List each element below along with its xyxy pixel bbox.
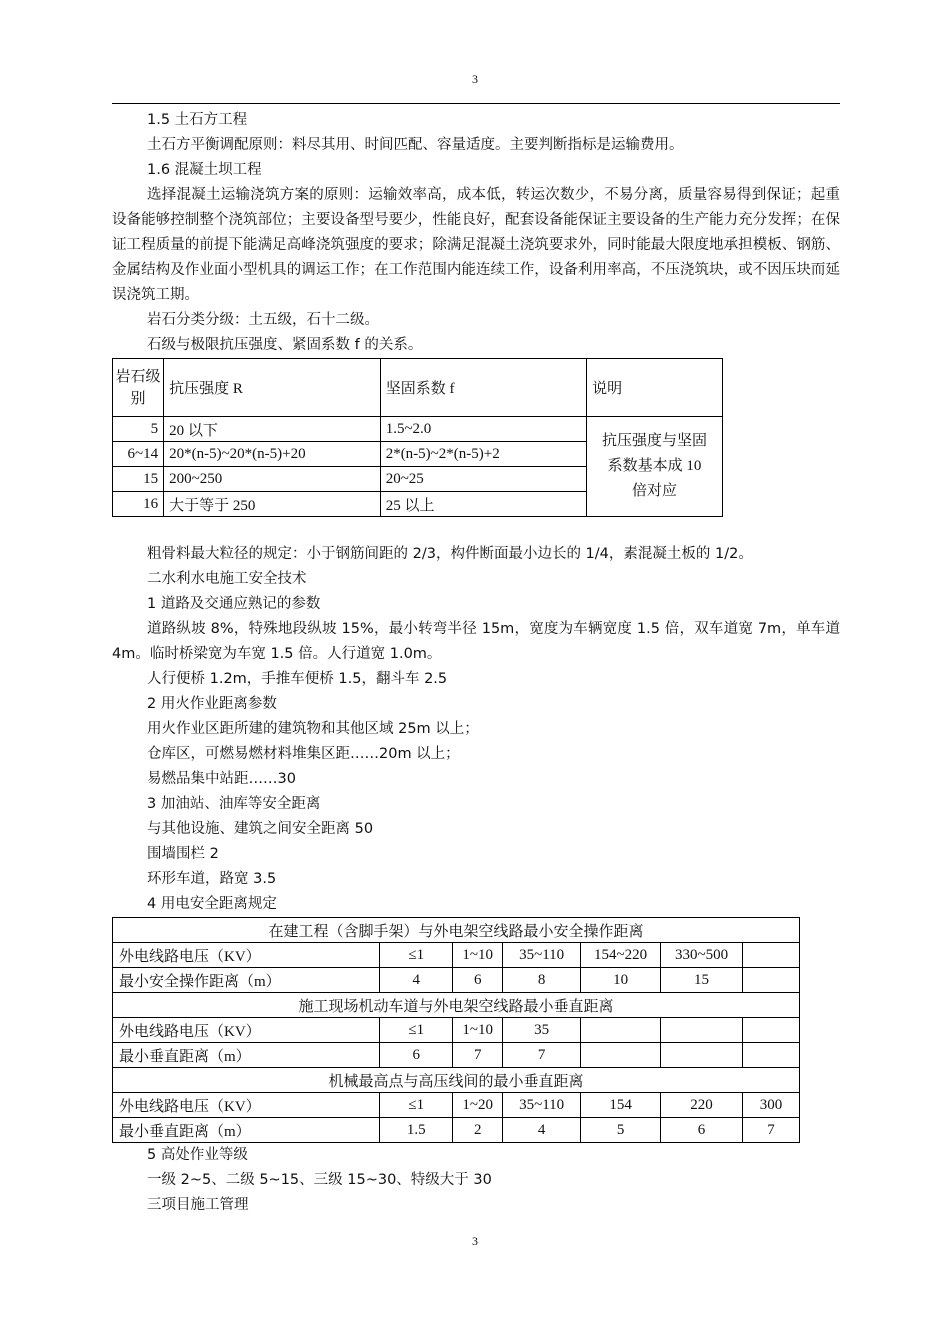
heading-1-6: 1.6 混凝土坝工程 (147, 162, 262, 178)
distance-label: 最小垂直距离（m） (113, 1043, 380, 1068)
table-cell: 7 (743, 1118, 800, 1143)
safety-line: 易燃品集中站距……30 (147, 771, 296, 787)
table-cell: 1.5 (380, 1118, 453, 1143)
electric-distance-table (112, 917, 800, 1143)
table-cell: 220 (661, 1093, 743, 1118)
table-cell: ≤1 (380, 943, 453, 968)
table-cell: 330~500 (661, 943, 743, 968)
table-cell: 15 (113, 467, 164, 492)
table-cell: 6 (453, 968, 503, 993)
table-cell: 300 (743, 1093, 800, 1118)
road-heading: 1 道路及交通应熟记的参数 (147, 596, 321, 612)
table-cell (743, 943, 800, 968)
table-cell (743, 968, 800, 993)
table-cell: 1~10 (453, 943, 503, 968)
table-cell (581, 1018, 661, 1043)
header-rule (112, 103, 840, 104)
safety-line: 与其他设施、建筑之间安全距离 50 (147, 821, 374, 837)
heading-1-5: 1.5 土石方工程 (147, 112, 248, 128)
safety-line: 围墙围栏 2 (147, 846, 219, 862)
distance-label: 最小安全操作距离（m） (113, 968, 380, 993)
document-body (112, 108, 840, 1218)
electric-heading: 4 用电安全距离规定 (147, 896, 277, 912)
header-page-number: 3 (472, 72, 478, 86)
section-3-heading: 三项目施工管理 (147, 1197, 249, 1213)
table-section-title: 在建工程（含脚手架）与外电架空线路最小安全操作距离 (113, 918, 800, 943)
rock-table-caption: 石级与极限抗压强度、紧固系数 f 的关系。 (147, 337, 423, 353)
aggregate-rule: 粗骨料最大粒径的规定：小于钢筋间距的 2/3，构件断面最小边长的 1/4，素混凝土板的 1/2。 (147, 546, 753, 562)
concrete-paragraph: 选择混凝土运输浇筑方案的原则：运输效率高，成本低，转运次数少，不易分离，质量容易得到保证；起重设备能够控制整个浇筑部位；主要设备型号要少，性能良好，配套设备能保证主要设备的生产能力充分发挥；在保证工程质量的前提下能满足高峰浇筑强度的要求；除满足混凝土浇筑要求外，同时能最大限度地承担模板、钢筋、金属结构及作业面小型机具的调运工作；在工作范围内能连续工作，设备利用率高，不压浇筑块，或不因压块而延误浇筑工期。 (112, 187, 840, 303)
header-note: 说明 (587, 359, 723, 417)
safety-line: 仓库区，可燃易燃材料堆集区距……20m 以上； (147, 746, 460, 762)
table-cell: 35 (503, 1018, 581, 1043)
rock-table-note: 抗压强度与坚固系数基本成 10 倍对应 (587, 417, 723, 517)
table-cell: 4 (503, 1118, 581, 1143)
table-cell: 2 (453, 1118, 503, 1143)
table-cell: 1~20 (453, 1093, 503, 1118)
header-strength: 抗压强度 R (164, 359, 381, 417)
table-cell: 20 以下 (164, 417, 381, 442)
table-cell: ≤1 (380, 1018, 453, 1043)
table-cell: 1.5~2.0 (380, 417, 586, 442)
table-section-title: 机械最高点与高压线间的最小垂直距离 (113, 1068, 800, 1093)
earthwork-principle: 土石方平衡调配原则：料尽其用、时间匹配、容量适度。主要判断指标是运输费用。 (147, 137, 684, 153)
distance-label: 最小垂直距离（m） (113, 1118, 380, 1143)
table-cell (661, 1043, 743, 1068)
table-section-title: 施工现场机动车道与外电架空线路最小垂直距离 (113, 993, 800, 1018)
table-cell: 20~25 (380, 467, 586, 492)
table-cell: 7 (503, 1043, 581, 1068)
rock-grade-table (112, 358, 723, 517)
safety-line: 环形车道，路宽 3.5 (147, 871, 277, 887)
rock-classification: 岩石分类分级：土五级，石十二级。 (147, 312, 379, 328)
table-cell: 16 (113, 492, 164, 517)
voltage-label: 外电线路电压（KV） (113, 1093, 380, 1118)
table-cell: 35~110 (503, 1093, 581, 1118)
voltage-label: 外电线路电压（KV） (113, 943, 380, 968)
safety-line: 用火作业区距所建的建筑物和其他区域 25m 以上； (147, 721, 479, 737)
height-work-grades: 一级 2~5、二级 5~15、三级 15~30、特级大于 30 (147, 1172, 492, 1188)
table-cell: 6~14 (113, 442, 164, 467)
table-cell: 2*(n-5)~2*(n-5)+2 (380, 442, 586, 467)
table-cell: 5 (581, 1118, 661, 1143)
section-2-heading: 二水利水电施工安全技术 (147, 571, 307, 587)
table-cell: 10 (581, 968, 661, 993)
table-cell: 6 (380, 1043, 453, 1068)
height-work-heading: 5 高处作业等级 (147, 1147, 248, 1163)
table-cell: 20*(n-5)~20*(n-5)+20 (164, 442, 381, 467)
table-cell: 5 (113, 417, 164, 442)
table-cell: 154 (581, 1093, 661, 1118)
table-cell (743, 1018, 800, 1043)
table-cell: 1~10 (453, 1018, 503, 1043)
table-cell (743, 1043, 800, 1068)
table-cell: 200~250 (164, 467, 381, 492)
table-cell: 7 (453, 1043, 503, 1068)
road-paragraph: 道路纵坡 8%，特殊地段纵坡 15%，最小转弯半径 15m，宽度为车辆宽度 1.5 倍，双车道宽 7m，单车道 4m。临时桥梁宽为车宽 1.5 倍。人行道宽 1.0m。 (112, 621, 840, 662)
fire-heading: 2 用火作业距离参数 (147, 696, 277, 712)
table-cell: 25 以上 (380, 492, 586, 517)
footer-page-number: 3 (472, 1234, 478, 1248)
safety-line: 人行便桥 1.2m，手推车便桥 1.5，翻斗车 2.5 (147, 671, 448, 687)
table-cell (661, 1018, 743, 1043)
table-cell: 6 (661, 1118, 743, 1143)
table-cell: 35~110 (503, 943, 581, 968)
table-cell: 154~220 (581, 943, 661, 968)
table-cell: 8 (503, 968, 581, 993)
table-cell: ≤1 (380, 1093, 453, 1118)
header-rock-grade: 岩石级别 (113, 359, 164, 417)
fuel-heading: 3 加油站、油库等安全距离 (147, 796, 321, 812)
voltage-label: 外电线路电压（KV） (113, 1018, 380, 1043)
table-cell: 4 (380, 968, 453, 993)
table-cell: 大于等于 250 (164, 492, 381, 517)
table-cell (581, 1043, 661, 1068)
table-cell: 15 (661, 968, 743, 993)
header-coef: 坚固系数 f (380, 359, 586, 417)
